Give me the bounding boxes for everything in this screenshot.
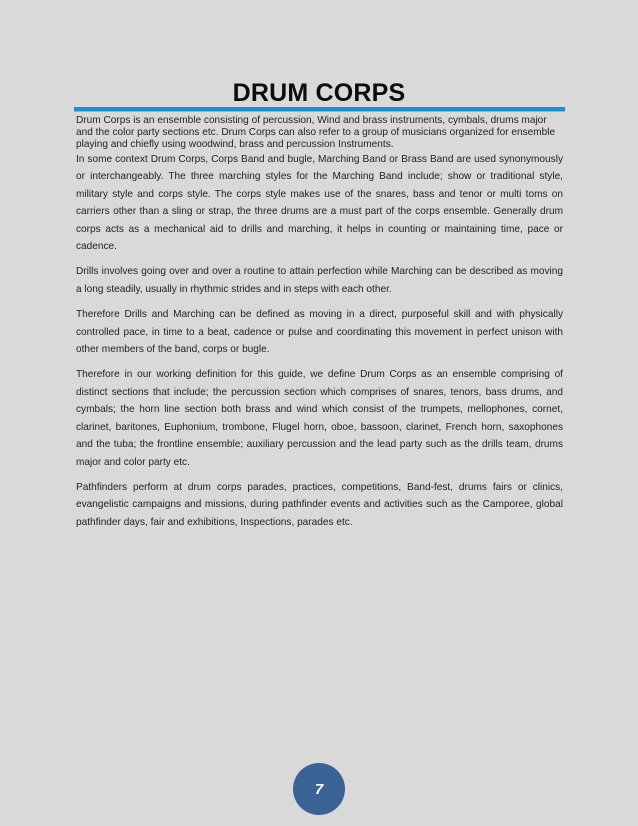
paragraph-marching-styles: In some context Drum Corps, Corps Band and bugle, Marching Band or Brass Band are used synonymously or interchangeably. The three marching styles for the Marching Band include; show or traditional style, military style and corps style. The corps style makes use of the snares, bass and tenor or multi toms on carriers other than a sling or strap, the three drums are a must part of the corps ensemble. Generally drum corps acts as a mechanical aid to drills and marching, it helps in counting or maintaining time, pace or cadence. <box>76 154 563 253</box>
paragraph-working-definition: Therefore in our working definition for this guide, we define Drum Corps as an ensemble comprising of distinct sections that include; the percussion section which comprises of snares, tenors, bass drums, and cymbals; the horn line section both brass and wind which consist of the trumpets, mellophones, cornet, clarinet, baritones, Euphonium, trombone, Flugel horn, oboe, bassoon, clarinet, French horn, saxophones and the tuba; the frontline ensemble; auxiliary percussion and the lead party such as the drills team, drums major and color party etc. <box>76 369 563 468</box>
paragraph-pathfinders: Pathfinders perform at drum corps parades, practices, competitions, Band-fest, drums fairs or clinics, evangelistic campaigns and missions, during pathfinder events and activities such as the Camporee, global pathfinder days, fair and exhibitions, Inspections, parades etc. <box>76 481 563 528</box>
intro-paragraph: Drum Corps is an ensemble consisting of percussion, Wind and brass instruments, cymbals, drums major and the color party sections etc. Drum Corps can also refer to a group of musicians organized for ensemble playing and chiefly using woodwind, brass and percussion Instruments. <box>76 115 556 150</box>
paragraph-drills: Drills involves going over and over a routine to attain perfection while Marching can be described as moving a long steadily, usually in rhythmic strides and in steps with each other. <box>76 266 563 295</box>
page-number-badge <box>293 763 345 815</box>
paragraph-drills-marching-definition: Therefore Drills and Marching can be defined as moving in a direct, purposeful skill and with physically controlled pace, in time to a beat, cadence or pulse and coordinating this movement in perfect unison with other members of the band, corps or bugle. <box>76 309 563 356</box>
document-body <box>76 115 563 539</box>
page-title: DRUM CORPS <box>232 79 406 107</box>
page-number: 7 <box>314 780 324 798</box>
title-underline-shadow <box>74 111 565 112</box>
